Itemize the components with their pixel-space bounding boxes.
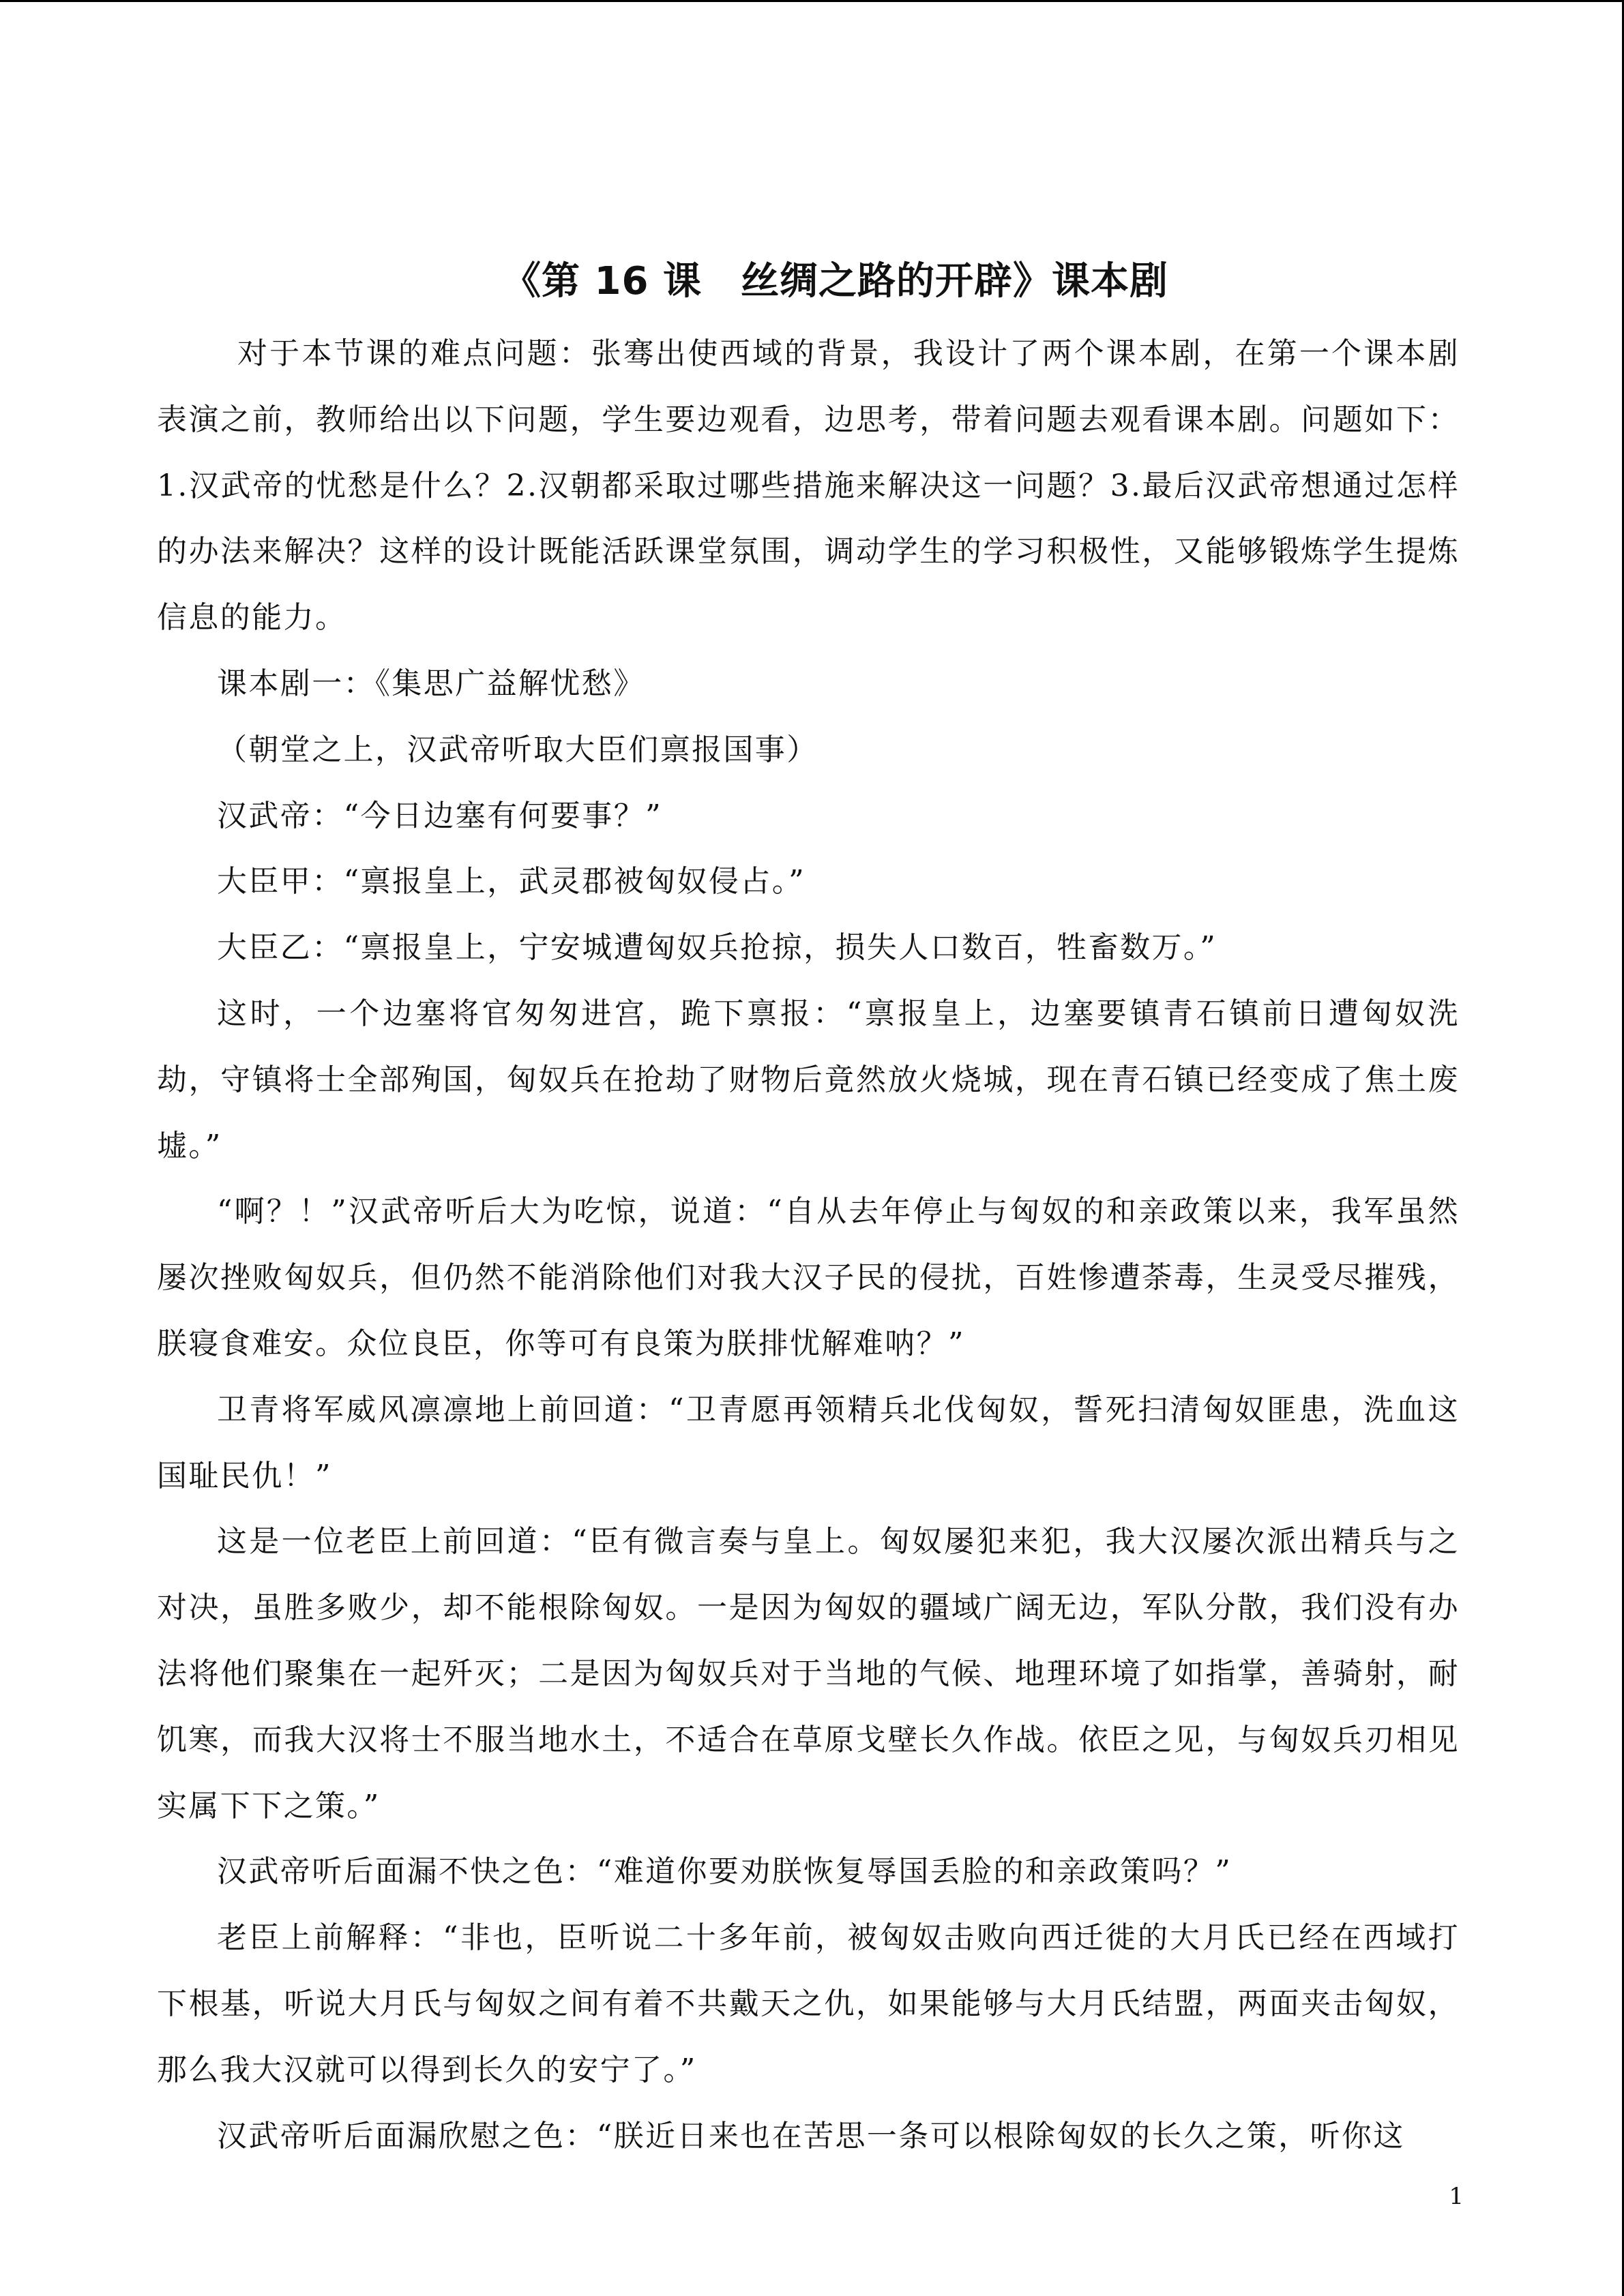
play-heading: 课本剧一：《集思广益解忧愁》 xyxy=(217,666,645,701)
dialogue-line: 这时，一个边塞将官匆匆进宫，跪下禀报：“禀报皇上，边塞要镇青石镇前日遭匈奴洗劫，守镇将士全部殉国，匈奴兵在抢劫了财物后竟然放火烧城，现在青石镇已经变成了焦土废墟。” xyxy=(157,996,1460,1163)
dialogue-line: 汉武帝听后面漏欣慰之色：“朕近日来也在苦思一条可以根除匈奴的长久之策，听你这 xyxy=(217,2118,1405,2153)
dialogue-line: 大臣乙：“禀报皇上，宁安城遭匈奴兵抢掠，损失人口数百，牲畜数万。” xyxy=(217,930,1217,966)
page-number: 1 xyxy=(1449,2183,1464,2210)
dialogue-line: 汉武帝听后面漏不快之色：“难道你要劝朕恢复辱国丢脸的和亲政策吗？” xyxy=(217,1854,1232,1890)
document-body xyxy=(157,248,1460,2169)
dialogue-line: 大臣甲：“禀报皇上，武灵郡被匈奴侵占。” xyxy=(217,864,806,899)
dialogue-line: 卫青将军威风凛凛地上前回道：“卫青愿再领精兵北伐匈奴，誓死扫清匈奴匪患，洗血这国耻民仇！” xyxy=(157,1392,1460,1493)
dialogue-line: “啊？！”汉武帝听后大为吃惊，说道：“自从去年停止与匈奴的和亲政策以来，我军虽然屡次挫败匈奴兵，但仍然不能消除他们对我大汉子民的侵扰，百姓惨遭荼毒，生灵受尽摧残，朕寝食难安。众位良臣，你等可有良策为朕排忧解难呐？” xyxy=(157,1194,1460,1361)
dialogue-line: 这是一位老臣上前回道：“臣有微言奏与皇上。匈奴屡犯来犯，我大汉屡次派出精兵与之对决，虽胜多败少，却不能根除匈奴。一是因为匈奴的疆域广阔无边，军队分散，我们没有办法将他们聚集在一起歼灭；二是因为匈奴兵对于当地的气候、地理环境了如指掌，善骑射，耐饥寒，而我大汉将士不服当地水土，不适合在草原戈壁长久作战。依臣之见，与匈奴兵刃相见实属下下之策。” xyxy=(157,1524,1460,1823)
stage-direction: （朝堂之上，汉武帝听取大臣们禀报国事） xyxy=(217,732,818,767)
page-title: 《第 16 课 丝绸之路的开辟》课本剧 xyxy=(503,259,1168,303)
intro-paragraph: 对于本节课的难点问题：张骞出使西域的背景，我设计了两个课本剧，在第一个课本剧表演之前，教师给出以下问题，学生要边观看，边思考，带着问题去观看课本剧。问题如下：1.汉武帝的忧愁是什么？2.汉朝都采取过哪些措施来解决这一问题？3.最后汉武帝想通过怎样的办法来解决？这样的设计既能活跃课堂氛围，调动学生的学习积极性，又能够锻炼学生提炼信息的能力。 xyxy=(157,336,1460,636)
dialogue-line: 老臣上前解释：“非也，臣听说二十多年前，被匈奴击败向西迁徙的大月氏已经在西域打下根基，听说大月氏与匈奴之间有着不共戴天之仇，如果能够与大月氏结盟，两面夹击匈奴，那么我大汉就可以得到长久的安宁了。” xyxy=(157,1920,1460,2087)
dialogue-line: 汉武帝：“今日边塞有何要事？” xyxy=(217,798,662,833)
